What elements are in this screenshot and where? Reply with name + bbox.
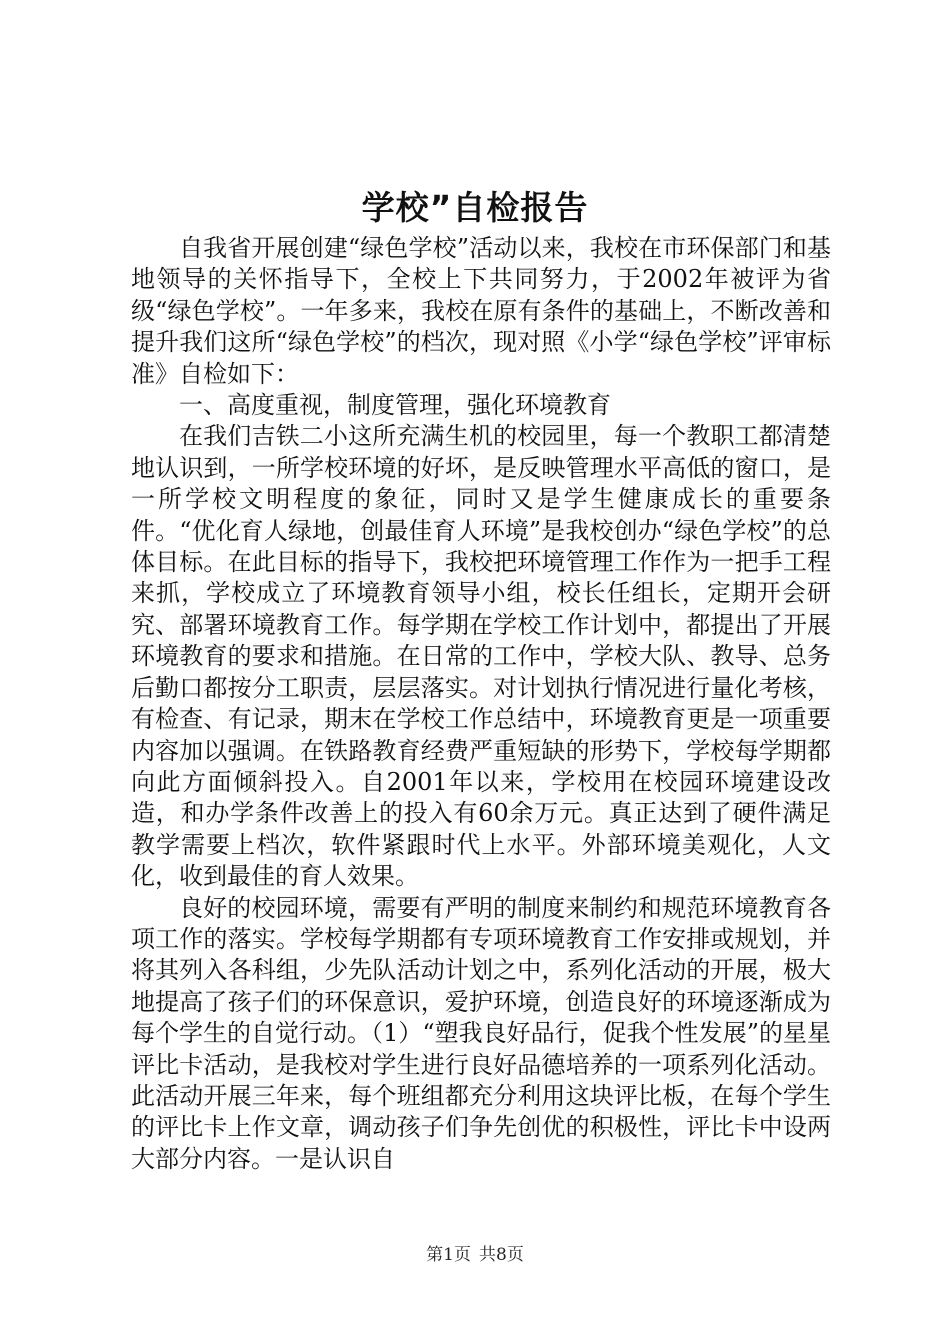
page-footer (0, 1244, 950, 1266)
page-total: 共8页 (479, 1245, 524, 1265)
document-title: 学校”自检报告 (361, 188, 589, 227)
section-heading-1: 一、高度重视，制度管理，强化环境教育 (179, 391, 611, 420)
paragraph-environment-rules: 良好的校园环境，需要有严明的制度来制约和规范环境教育各项工作的落实。学校每学期都有专项环境教育工作安排或规划，并将其列入各科组，少先队活动计划之中，系列化活动的开展，极大地提高了孩子们的环保意识，爱护环境，创造良好的环境逐渐成为每个学生的自觉行动。（1）“塑我良好品行，促我个性发展”的星星评比卡活动，是我校对学生进行良好品德培养的一项系列化活动。此活动开展三年来，每个班组都充分利用这块评比板，在每个学生的评比卡上作文章，调动孩子们争先创优的积极性，评比卡中设两大部分内容。一是认识自 (131, 893, 831, 1173)
document-body (131, 233, 831, 1175)
paragraph-intro: 自我省开展创建“绿色学校”活动以来，我校在市环保部门和基地领导的关怀指导下，全校上下共同努力，于2002年被评为省级“绿色学校”。一年多来，我校在原有条件的基础上，不断改善和提升我们这所“绿色学校”的档次，现对照《小学“绿色学校”评审标准》自检如下： (131, 234, 831, 388)
page-number: 第1页 (426, 1245, 471, 1265)
paragraph-management: 在我们吉铁二小这所充满生机的校园里，每一个教职工都清楚地认识到，一所学校环境的好坏，是反映管理水平高低的窗口，是一所学校文明程度的象征，同时又是学生健康成长的重要条件。“优化育人绿地，创最佳育人环境”是我校创办“绿色学校”的总体目标。在此目标的指导下，我校把环境管理工作作为一把手工程来抓，学校成立了环境教育领导小组，校长任组长，定期开会研究、部署环境教育工作。每学期在学校工作计划中，都提出了开展环境教育的要求和措施。在日常的工作中，学校大队、教导、总务后勤口都按分工职责，层层落实。对计划执行情况进行量化考核，有检查、有记录，期末在学校工作总结中，环境教育更是一项重要内容加以强调。在铁路教育经费严重短缺的形势下，学校每学期都向此方面倾斜投入。自2001年以来，学校用在校园环境建设改造，和办学条件改善上的投入有60余万元。真正达到了硬件满足教学需要上档次，软件紧跟时代上水平。外部环境美观化，人文化，收到最佳的育人效果。 (131, 422, 831, 891)
